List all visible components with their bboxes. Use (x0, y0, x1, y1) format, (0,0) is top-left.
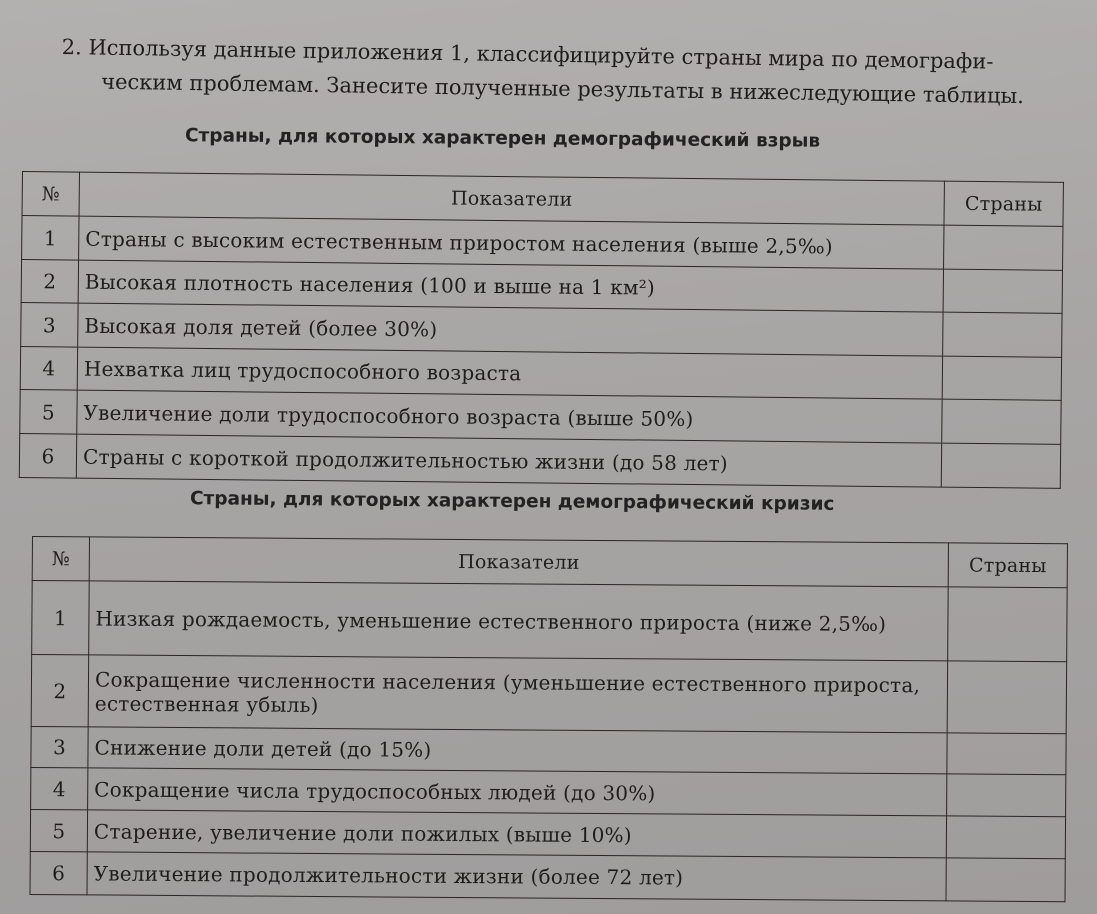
row-number: 1 (22, 216, 79, 261)
row-countries-cell[interactable] (947, 733, 1066, 775)
row-number: 6 (30, 851, 87, 894)
table2-header-indicators: Показатели (89, 537, 948, 587)
row-number: 3 (31, 726, 88, 767)
table-row (32, 581, 1067, 662)
row-indicator: Нехватка лиц трудоспособного возраста (77, 347, 942, 399)
row-indicator: Сокращение численности населения (уменьшение естественного прироста, естественная убыль) (88, 655, 947, 733)
row-countries-cell[interactable] (943, 269, 1062, 313)
table-row (30, 809, 1065, 858)
row-number: 1 (32, 581, 90, 655)
table2-header-row (32, 537, 1067, 588)
table2-header-num: № (32, 537, 89, 581)
table-demographic-crisis (29, 536, 1067, 902)
row-indicator: Старение, увеличение доли пожилых (выше 10%) (87, 810, 946, 858)
row-number: 3 (21, 302, 78, 347)
table1-header-num: № (22, 172, 79, 217)
row-indicator: Страны с высоким естественным приростом населения (выше 2,5‰) (79, 216, 944, 269)
task-text (61, 30, 1072, 114)
table-row (30, 851, 1065, 901)
row-number: 4 (31, 767, 88, 809)
row-countries-cell[interactable] (944, 225, 1063, 270)
row-countries-cell[interactable] (942, 399, 1061, 444)
row-indicator: Высокая плотность населения (100 и выше на 1 км²) (78, 260, 943, 312)
row-number: 5 (20, 389, 77, 434)
row-countries-cell[interactable] (942, 356, 1061, 400)
row-indicator: Низкая рождаемость, уменьшение естественного прироста (ниже 2,5‰) (89, 581, 948, 661)
table-row (31, 726, 1066, 774)
table1-caption: Страны, для которых характерен демографический взрыв (184, 125, 821, 152)
table1-header-indicators: Показатели (79, 172, 944, 225)
row-number: 2 (31, 655, 89, 727)
table-row (31, 767, 1066, 816)
row-number: 5 (30, 809, 87, 851)
row-number: 6 (19, 433, 76, 478)
row-countries-cell[interactable] (947, 661, 1066, 734)
row-indicator: Снижение доли детей (до 15%) (88, 727, 947, 774)
task-line-1-text: Используя данные приложения 1, классифицируйте страны мира по демографи- (88, 35, 994, 74)
row-countries-cell[interactable] (946, 816, 1065, 859)
row-indicator: Сокращение числа трудоспособных людей (до 30%) (88, 768, 947, 816)
row-countries-cell[interactable] (943, 312, 1062, 357)
task-number: 2. (61, 34, 82, 60)
row-countries-cell[interactable] (941, 443, 1060, 488)
row-number: 2 (21, 260, 78, 304)
row-countries-cell[interactable] (947, 774, 1066, 817)
table2-header-countries: Страны (948, 543, 1067, 588)
row-number: 4 (20, 346, 77, 390)
table-demographic-explosion (19, 171, 1064, 489)
table-row (31, 655, 1066, 734)
row-indicator: Страны с короткой продолжительностью жизни (до 58 лет) (76, 434, 941, 487)
row-indicator: Увеличение продолжительности жизни (более 72 лет) (87, 852, 946, 901)
row-countries-cell[interactable] (946, 858, 1065, 902)
task-line-2: ческим проблемам. Занесите полученные результаты в нижеследующие таблицы. (101, 69, 1025, 109)
table2-caption: Страны, для которых характерен демографический кризис (189, 488, 835, 515)
row-countries-cell[interactable] (948, 587, 1068, 662)
row-indicator: Высокая доля детей (более 30%) (78, 303, 943, 356)
row-indicator: Увеличение доли трудоспособного возраста (выше 50%) (77, 390, 942, 443)
table1-header-countries: Страны (944, 181, 1063, 226)
